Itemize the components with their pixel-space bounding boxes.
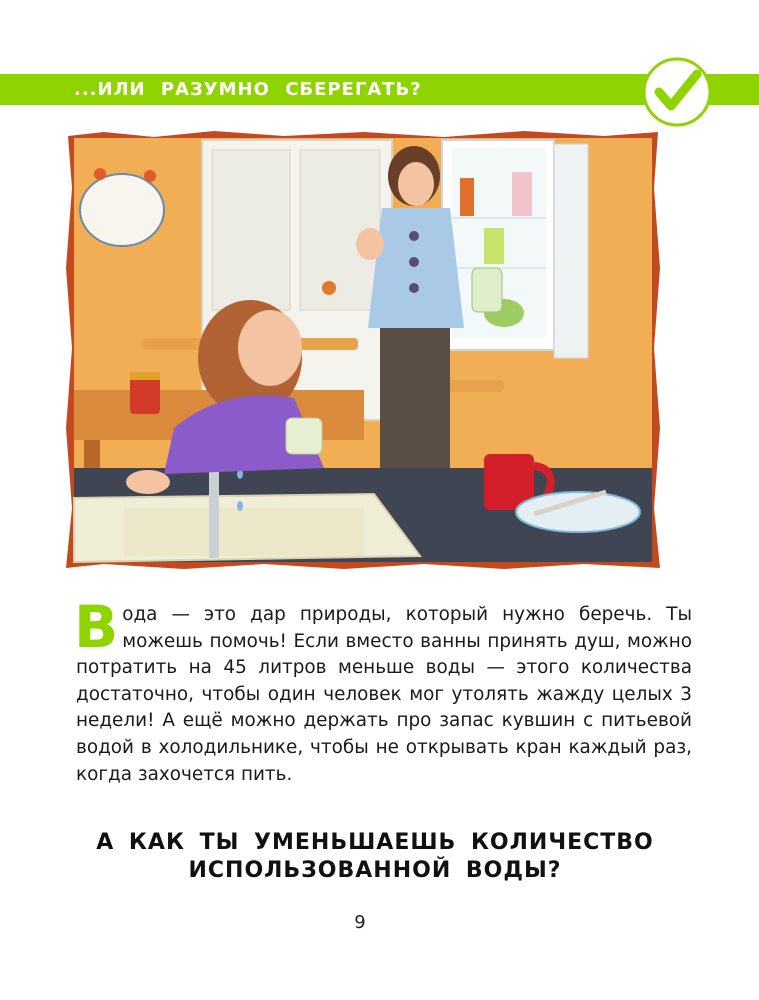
checkmark-icon [641, 56, 713, 128]
question-line-1: А КАК ТЫ УМЕНЬШАЕШЬ КОЛИЧЕСТВО [96, 830, 654, 855]
kitchen-scene-illustration [64, 128, 662, 572]
chicken-key-holder [80, 174, 164, 246]
dropcap: В [74, 593, 119, 661]
body-text: ода — это дар природы, который нужно беречь. Ты можешь помочь! Если вместо ванны принять душ, можно потратить на 45 литров меньше воды — этого количества достаточно, чтобы один человек мог утолять жажду целых 3 недели! А ещё можно держать про запас кувшин с питьевой водой в холодильнике, чтобы не открывать кран каждый раз, когда захочется пить. [76, 604, 692, 785]
body-paragraph [74, 593, 692, 788]
page-title: ...ИЛИ РАЗУМНО СБЕРЕГАТЬ? [74, 79, 422, 100]
question-heading [60, 829, 690, 885]
page-number: 9 [354, 912, 366, 933]
jam-jar [130, 376, 160, 414]
question-line-2: ИСПОЛЬЗОВАННОЙ ВОДЫ? [188, 858, 562, 883]
